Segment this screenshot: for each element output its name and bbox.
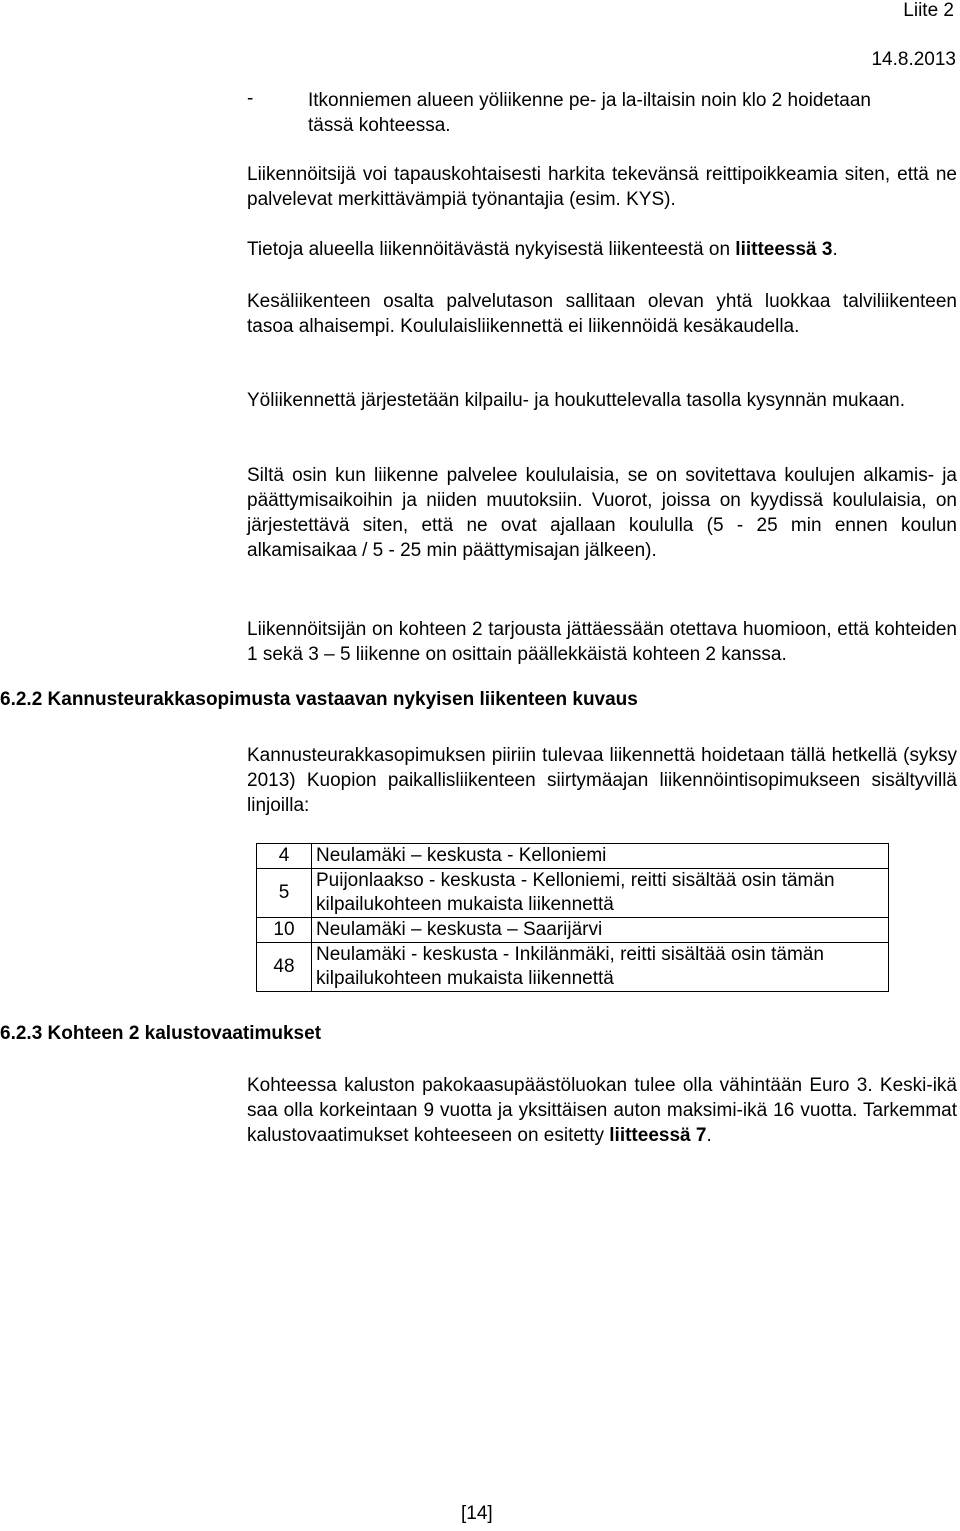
bullet-item <box>308 88 958 138</box>
route-description: Puijonlaakso - keskusta - Kelloniemi, reitti sisältää osin tämän kilpailukohteen mukaista liikennettä <box>312 869 889 918</box>
attachment-7-ref: liitteessä 7 <box>609 1125 707 1146</box>
section-6-2-3-text <box>247 1073 957 1148</box>
current-traffic-text: Tietoja alueella liikennöitävästä nykyisestä liikenteestä on <box>247 239 736 260</box>
paragraph-school-traffic: Siltä osin kun liikenne palvelee koululaisia, se on sovitettava koulujen alkamis- ja päättymisaikoihin ja niiden muutoksiin. Vuorot, joissa on kyydissä koululaisia, on järjestettävä siten, että ne ovat ajallaan koululla (5 - 25 min ennen koulun alkamisaikaa / 5 - 25 min päättymisajan jälkeen). <box>247 465 957 561</box>
page-number: [14] <box>461 1503 493 1524</box>
attachment-3-ref: liitteessä 3 <box>735 239 833 260</box>
table-row <box>257 869 889 918</box>
route-number: 5 <box>257 869 312 918</box>
fleet-requirements-text: Kohteessa kaluston pakokaasupäästöluokan tulee olla vähintään Euro 3. Keski-ikä saa olla korkeintaan 9 vuotta ja yksittäisen auton maksimi-ikä 16 vuotta. Tarkemmat kalustovaatimukset kohteeseen on esitetty <box>247 1075 957 1146</box>
bullet-dash: - <box>247 88 254 109</box>
section-6-2-2-intro: Kannusteurakkasopimuksen piiriin tulevaa liikennettä hoidetaan tällä hetkellä (syksy 2013) Kuopion paikallisliikenteen siirtymäajan liikennöintisopimukseen sisältyvillä linjoilla: <box>247 745 957 816</box>
table-row <box>257 943 889 992</box>
table-row <box>257 918 889 943</box>
route-number: 10 <box>257 918 312 943</box>
paragraph-current-traffic <box>247 237 957 262</box>
route-description: Neulamäki – keskusta – Saarijärvi <box>312 918 889 943</box>
route-description: Neulamäki - keskusta - Inkilänmäki, reitti sisältää osin tämän kilpailukohteen mukaista liikennettä <box>312 943 889 992</box>
document-date: 14.8.2013 <box>871 49 956 70</box>
paragraph-overlap: Liikennöitsijän on kohteen 2 tarjousta jättäessään otettava huomioon, että kohteiden 1 sekä 3 – 5 liikenne on osittain päällekkäistä kohteen 2 kanssa. <box>247 619 957 665</box>
paragraph-summer-traffic: Kesäliikenteen osalta palvelutason sallitaan olevan yhtä luokkaa talviliikenteen tasoa alhaisempi. Koululaisliikennettä ei liikennöidä kesäkaudella. <box>247 291 957 337</box>
fleet-requirements-end: . <box>706 1125 712 1146</box>
bullet-line-2: tässä kohteessa. <box>308 115 451 136</box>
routes-table <box>256 843 889 992</box>
table-row <box>257 844 889 869</box>
route-description: Neulamäki – keskusta - Kelloniemi <box>312 844 889 869</box>
route-number: 48 <box>257 943 312 992</box>
section-6-2-3-heading: 6.2.3 Kohteen 2 kalustovaatimukset <box>0 1023 322 1044</box>
route-number: 4 <box>257 844 312 869</box>
paragraph-route-deviations: Liikennöitsijä voi tapauskohtaisesti harkita tekevänsä reittipoikkeamia siten, että ne palvelevat merkittävämpiä työnantajia (esim. KYS). <box>247 164 957 210</box>
bullet-line-1: Itkonniemen alueen yöliikenne pe- ja la-iltaisin noin klo 2 hoidetaan <box>308 90 871 111</box>
section-6-2-2-heading: 6.2.2 Kannusteurakkasopimusta vastaavan nykyisen liikenteen kuvaus <box>0 689 638 710</box>
paragraph-night-traffic: Yöliikennettä järjestetään kilpailu- ja houkuttelevalla tasolla kysynnän mukaan. <box>247 390 905 411</box>
current-traffic-end: . <box>832 239 838 260</box>
attachment-label: Liite 2 <box>903 0 954 21</box>
